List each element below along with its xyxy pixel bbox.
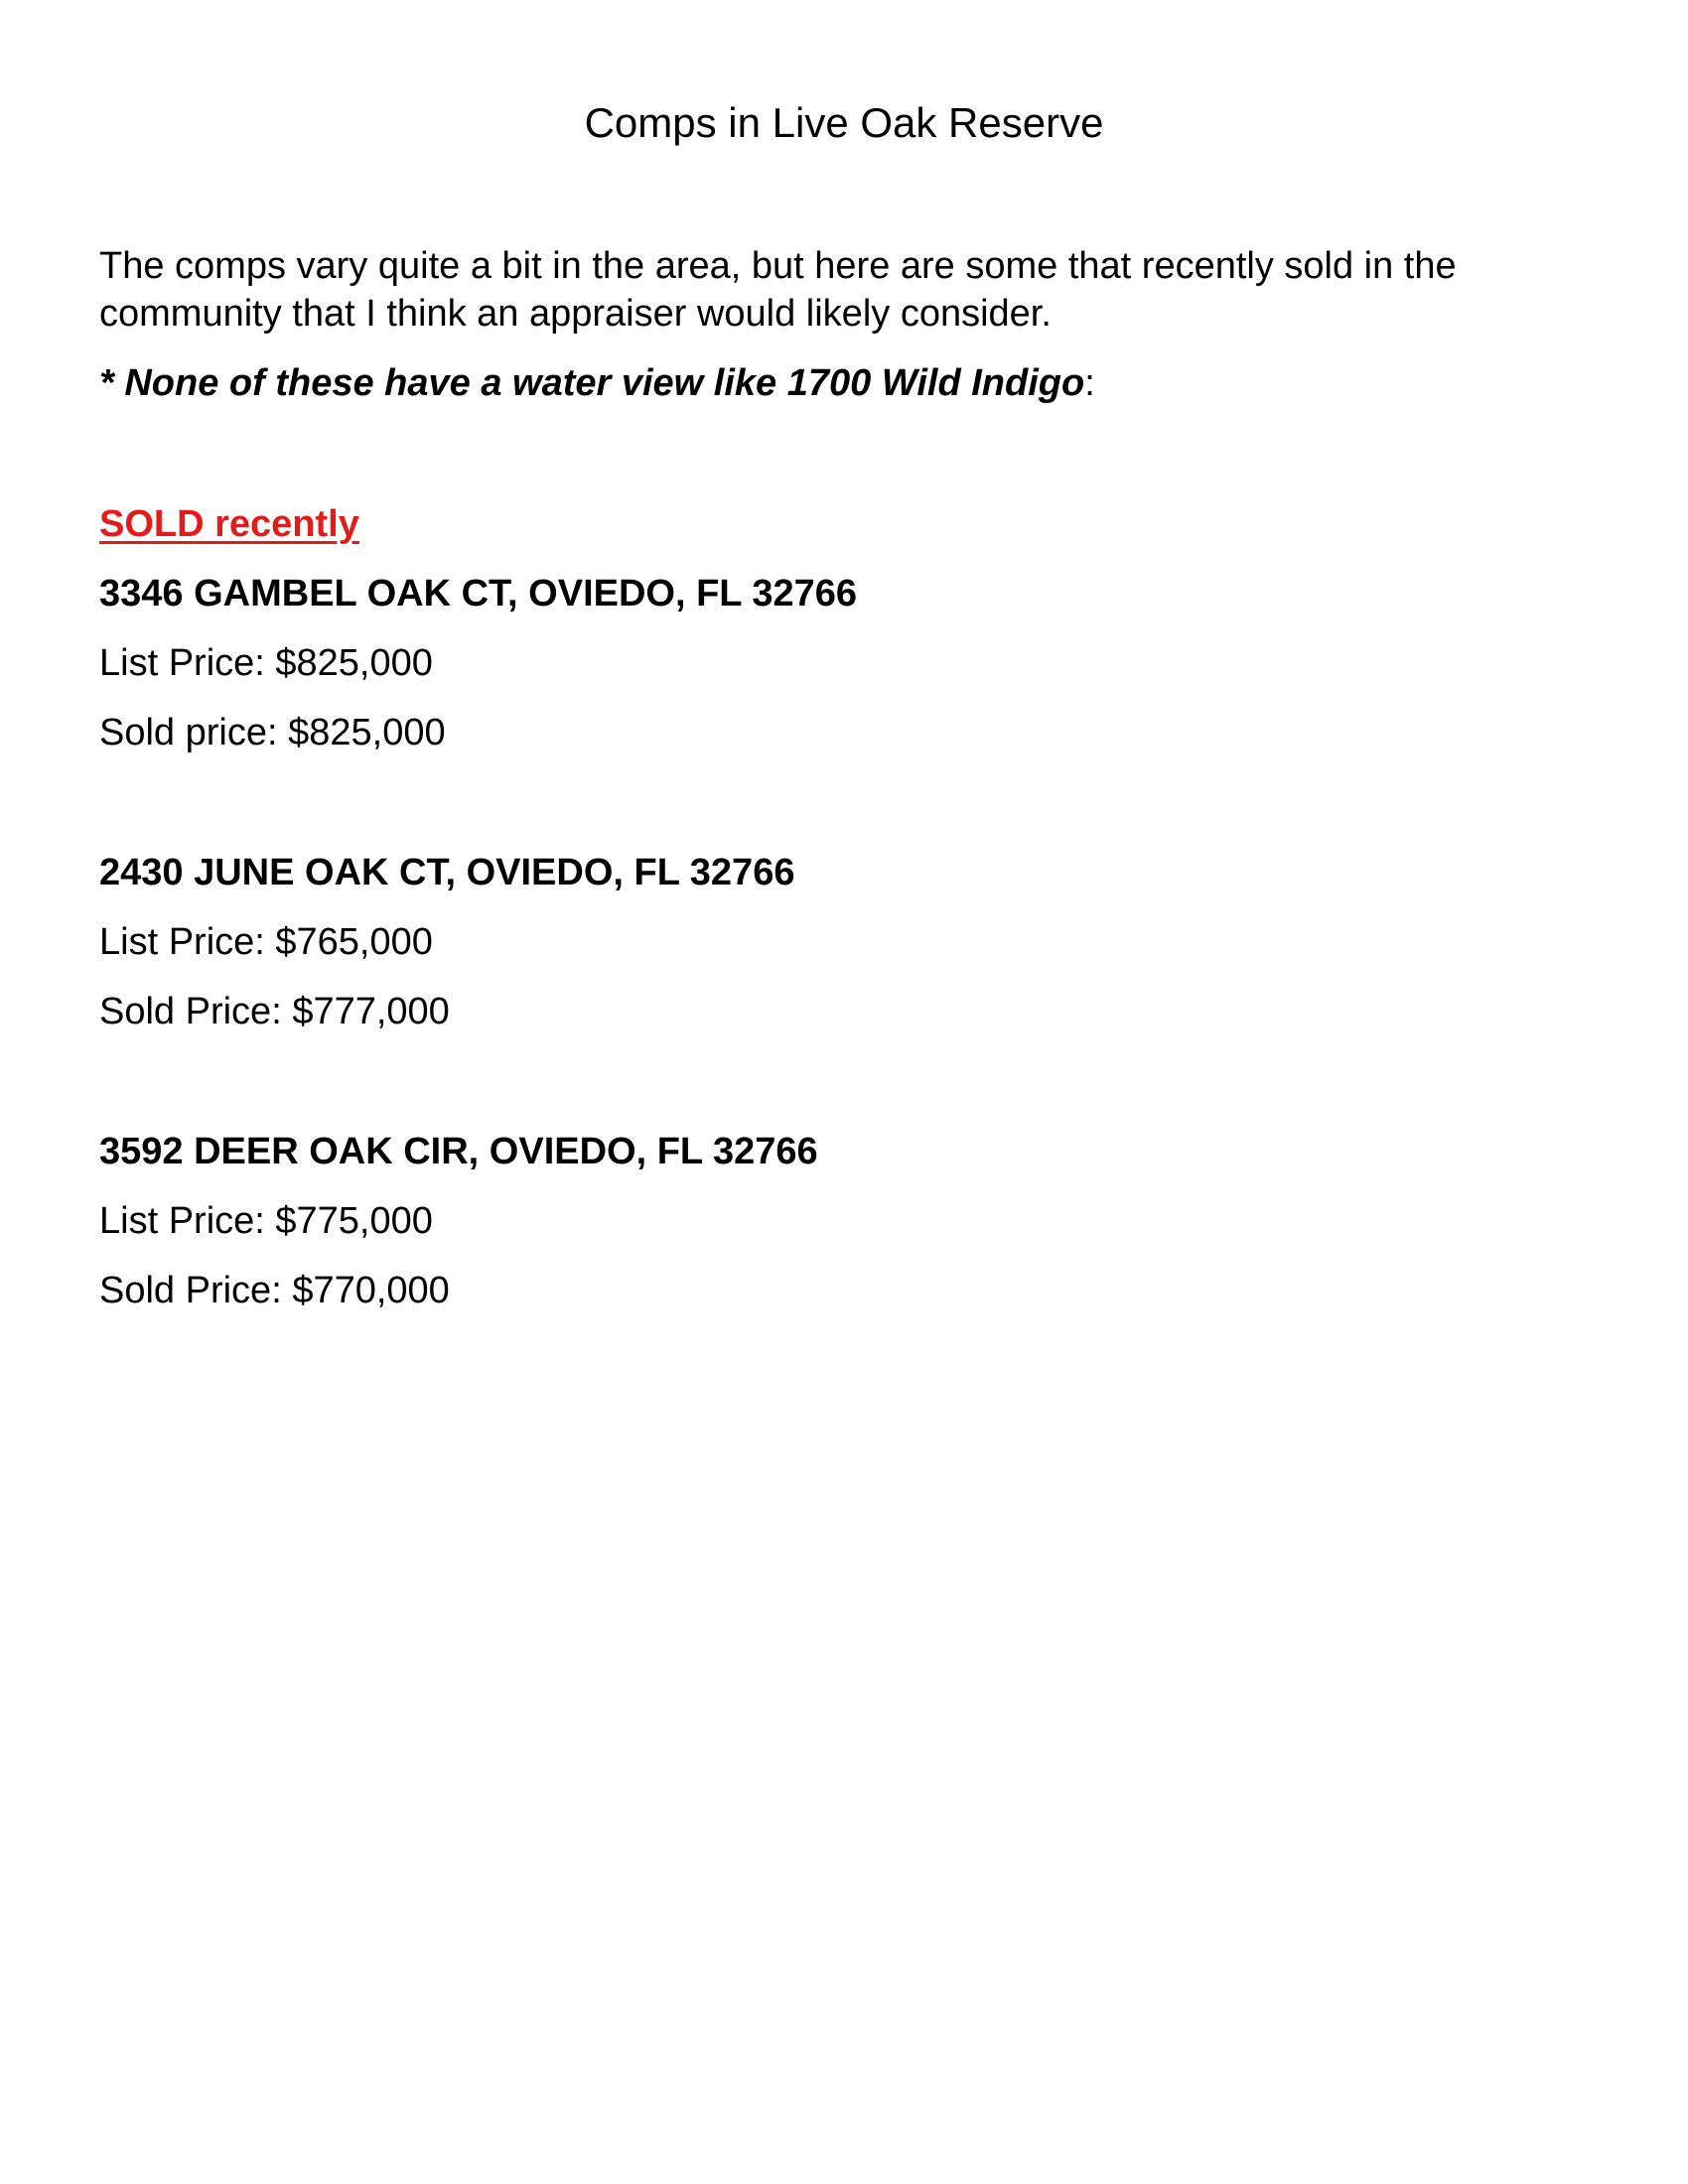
- sold-price-value: $770,000: [292, 1270, 450, 1311]
- water-view-note-emphasis: * None of these have a water view like 1700 Wild Indigo: [99, 362, 1085, 404]
- list-price: [99, 639, 1489, 687]
- listing: [99, 570, 1489, 756]
- list-price-value: $775,000: [275, 1200, 433, 1242]
- list-price-label: List Price:: [99, 921, 265, 963]
- listing-address: 3346 GAMBEL OAK CT, OVIEDO, FL 32766: [99, 573, 858, 614]
- intro-paragraph: The comps vary quite a bit in the area, but here are some that recently sold in the community that I think an appraiser would likely consider.: [99, 245, 1457, 335]
- water-view-note: [99, 359, 1569, 407]
- list-price: [99, 918, 1489, 966]
- water-view-note-suffix: :: [1084, 362, 1095, 404]
- sold-price-value: $777,000: [292, 991, 450, 1032]
- sold-recently-heading: SOLD recently: [99, 503, 359, 545]
- listing: [99, 1128, 1489, 1314]
- sold-price-value: $825,000: [288, 712, 446, 753]
- list-price: [99, 1197, 1489, 1245]
- page-title: Comps in Live Oak Reserve: [584, 99, 1104, 146]
- listing: [99, 849, 1489, 1035]
- list-price-label: List Price:: [99, 1200, 265, 1242]
- listing-address: 2430 JUNE OAK CT, OVIEDO, FL 32766: [99, 852, 795, 893]
- sold-price-label: Sold price:: [99, 712, 278, 753]
- sold-price: [99, 1267, 1489, 1314]
- list-price-label: List Price:: [99, 642, 265, 684]
- listing-address: 3592 DEER OAK CIR, OVIEDO, FL 32766: [99, 1131, 818, 1172]
- sold-price-label: Sold Price:: [99, 1270, 282, 1311]
- list-price-value: $765,000: [275, 921, 433, 963]
- list-price-value: $825,000: [275, 642, 433, 684]
- sold-price: [99, 709, 1489, 756]
- sold-price-label: Sold Price:: [99, 991, 282, 1032]
- sold-price: [99, 988, 1489, 1035]
